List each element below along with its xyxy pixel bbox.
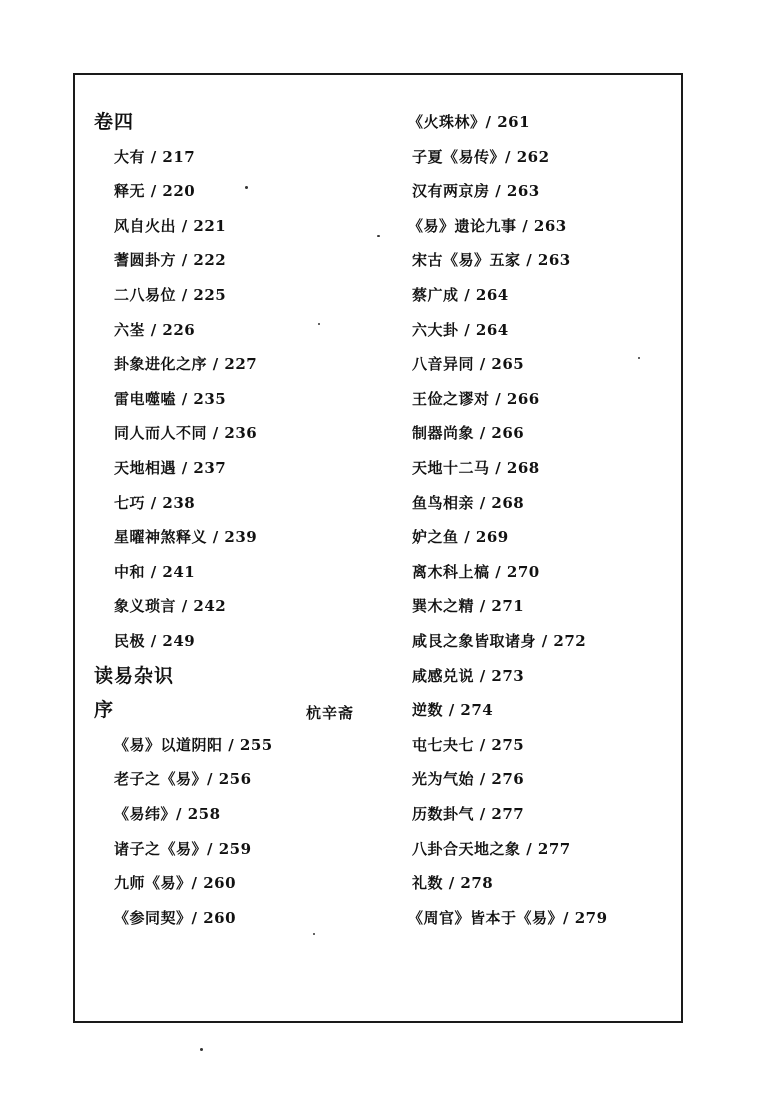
toc-entry: 象义琐言 / 242 [114, 597, 227, 616]
toc-entry: 礼数 / 278 [412, 874, 494, 893]
scan-speck [377, 235, 380, 237]
toc-entry: 汉有两京房 / 263 [412, 182, 540, 201]
toc-entry: 天地十二马 / 268 [412, 459, 540, 477]
toc-entry: 离木科上槁 / 270 [412, 562, 540, 581]
toc-entry: 光为气始 / 276 [412, 770, 525, 789]
toc-entry: 大有 / 217 [114, 147, 196, 166]
toc-entry: 中和 / 241 [114, 562, 196, 581]
toc-entry: 《易纬》/ 258 [114, 805, 221, 823]
toc-entry: 风自火出 / 221 [114, 216, 227, 235]
toc-entry: 历数卦气 / 277 [412, 805, 525, 823]
toc-entry: 释无 / 220 [114, 182, 196, 201]
toc-entry: 八卦合天地之象 / 277 [412, 839, 571, 858]
toc-entry: 《火珠林》/ 261 [408, 113, 531, 131]
toc-entry: 巽木之精 / 271 [412, 597, 525, 616]
toc-entry: 诸子之《易》/ 259 [114, 839, 252, 858]
toc-entry: 宋古《易》五家 / 263 [412, 251, 571, 270]
toc-heading: 序 [94, 699, 115, 722]
toc-entry: 雷电噬嗑 / 235 [114, 389, 227, 408]
scan-speck [638, 357, 640, 359]
toc-entry: 《周官》皆本于《易》/ 279 [408, 908, 608, 927]
toc-entry: 蓍圆卦方 / 222 [114, 251, 227, 270]
scan-speck [318, 323, 320, 325]
author-name: 杭辛斋 [306, 704, 355, 722]
toc-entry: 王俭之谬对 / 266 [412, 389, 540, 408]
toc-entry: 六大卦 / 264 [412, 320, 509, 339]
toc-entry: 卦象进化之序 / 227 [114, 355, 258, 374]
toc-entry: 《易》遗论九事 / 263 [408, 216, 567, 235]
scan-speck [245, 186, 248, 189]
toc-entry: 民极 / 249 [114, 632, 196, 650]
toc-entry: 制器尚象 / 266 [412, 424, 525, 443]
toc-heading: 读易杂识 [94, 664, 175, 687]
toc-entry: 星曜神煞释义 / 239 [114, 528, 258, 547]
toc-entry: 鱼鸟相亲 / 268 [412, 493, 525, 512]
toc-entry: 六峑 / 226 [114, 320, 196, 339]
toc-heading: 卷四 [94, 111, 135, 133]
scan-speck [200, 1048, 203, 1051]
toc-entry: 妒之鱼 / 269 [412, 528, 509, 547]
scan-speck [313, 933, 315, 935]
toc-entry: 九师《易》/ 260 [114, 874, 237, 893]
toc-entry: 《易》以道阴阳 / 255 [114, 735, 273, 754]
toc-entry: 八音异同 / 265 [412, 355, 525, 374]
toc-entry: 天地相遇 / 237 [114, 459, 227, 477]
toc-entry: 二八易位 / 225 [114, 286, 227, 304]
toc-entry: 老子之《易》/ 256 [114, 770, 252, 789]
toc-entry: 同人而人不同 / 236 [114, 424, 258, 443]
toc-entry: 七巧 / 238 [114, 493, 196, 512]
toc-entry: 屯七夬七 / 275 [412, 735, 525, 754]
toc-entry: 逆数 / 274 [412, 701, 494, 720]
toc-entry: 子夏《易传》/ 262 [412, 147, 550, 166]
toc-entry: 蔡广成 / 264 [412, 286, 509, 304]
toc-entry: 咸感兑说 / 273 [412, 666, 525, 685]
toc-entry: 《参同契》/ 260 [114, 908, 237, 927]
toc-entry: 咸艮之象皆取诸身 / 272 [412, 632, 587, 650]
